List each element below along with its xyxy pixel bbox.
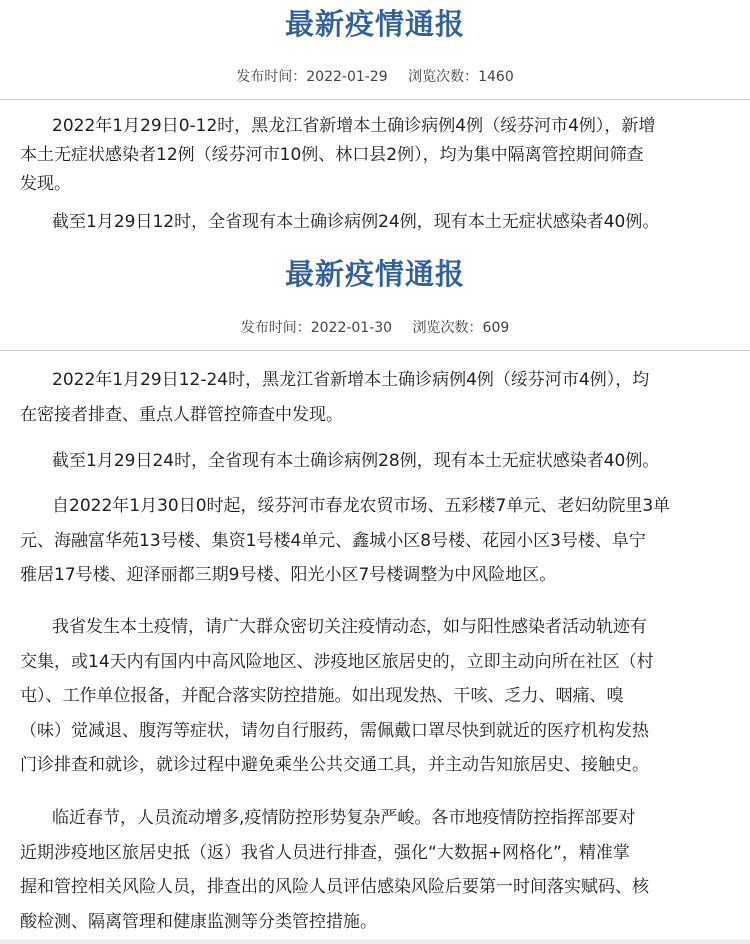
text-line: 酸检测、隔离管理和健康监测等分类管控措施。	[20, 911, 377, 932]
text-line: 自2022年1月30日0时起，绥芬河市春龙农贸市场、五彩楼7单元、老妇幼院里3单	[52, 496, 671, 516]
paragraph	[20, 610, 735, 783]
publish-date: 发布时间：2022-01-29	[236, 69, 388, 85]
text-line: 截至1月29日12时，全省现有本土确诊病例24例，现有本土无症状感染者40例。	[52, 212, 660, 232]
publish-date: 发布时间：2022-01-30	[240, 320, 393, 336]
article-meta	[0, 317, 750, 337]
text-line: 截至1月29日24时，全省现有本土确诊病例28例，现有本土无症状感染者40例。	[52, 451, 660, 471]
divider	[0, 350, 750, 351]
article-title: 最新疫情通报	[284, 7, 465, 41]
view-count: 浏览次数：1460	[408, 69, 514, 85]
text-line: 发现。	[20, 174, 71, 194]
paragraph	[20, 112, 735, 199]
paragraph	[20, 208, 735, 237]
bottom-bar	[0, 939, 750, 944]
text-line: 本土无症状感染者12例（绥芬河市10例、林口县2例），均为集中隔离管控期间筛查	[20, 145, 644, 165]
text-line: 2022年1月29日0-12时，黑龙江省新增本土确诊病例4例（绥芬河市4例），新增	[52, 116, 656, 136]
article-title: 最新疫情通报	[284, 257, 465, 291]
text-line: 门诊排查和就诊，就诊过程中避免乘坐公共交通工具，并主动告知旅居史、接触史。	[20, 755, 649, 775]
text-line: 握和管控相关风险人员，排查出的风险人员评估感染风险后要第一时间落实赋码、核	[20, 877, 649, 897]
paragraph	[20, 801, 735, 939]
view-count: 浏览次数：609	[412, 320, 510, 336]
text-line: 屯）、工作单位报备，并配合落实防控措施。如出现发热、干咳、乏力、咽痛、嗅	[20, 686, 624, 706]
text-line: 2022年1月29日12-24时，黑龙江省新增本土确诊病例4例（绥芬河市4例），均	[52, 370, 650, 390]
article-meta	[0, 66, 750, 86]
text-line: 雅居17号楼、迎泽丽都三期9号楼、阳光小区7号楼调整为中风险地区。	[20, 565, 557, 585]
text-line: （味）觉减退、腹泻等症状，请勿自行服药，需佩戴口罩尽快到就近的医疗机构发热	[20, 720, 649, 741]
paragraph	[20, 444, 735, 479]
text-line: 我省发生本土疫情，请广大群众密切关注疫情动态，如与阳性感染者活动轨迹有	[52, 617, 647, 637]
paragraph	[20, 363, 735, 432]
text-line: 元、海融富华苑13号楼、集资1号楼4单元、鑫城小区8号楼、花园小区3号楼、阜宁	[20, 530, 646, 551]
text-line: 在密接者排查、重点人群管控筛查中发现。	[20, 404, 343, 425]
text-line: 临近春节，人员流动增多,疫情防控形势复杂严峻。各市地疫情防控指挥部要对	[52, 808, 636, 828]
paragraph	[20, 489, 735, 593]
divider	[0, 99, 750, 100]
text-line: 交集，或14天内有国内中高风险地区、涉疫地区旅居史的，立即主动向所在社区（村	[20, 651, 654, 672]
text-line: 近期涉疫地区旅居史抵（返）我省人员进行排查，强化“大数据+网格化”，精准掌	[20, 842, 630, 863]
